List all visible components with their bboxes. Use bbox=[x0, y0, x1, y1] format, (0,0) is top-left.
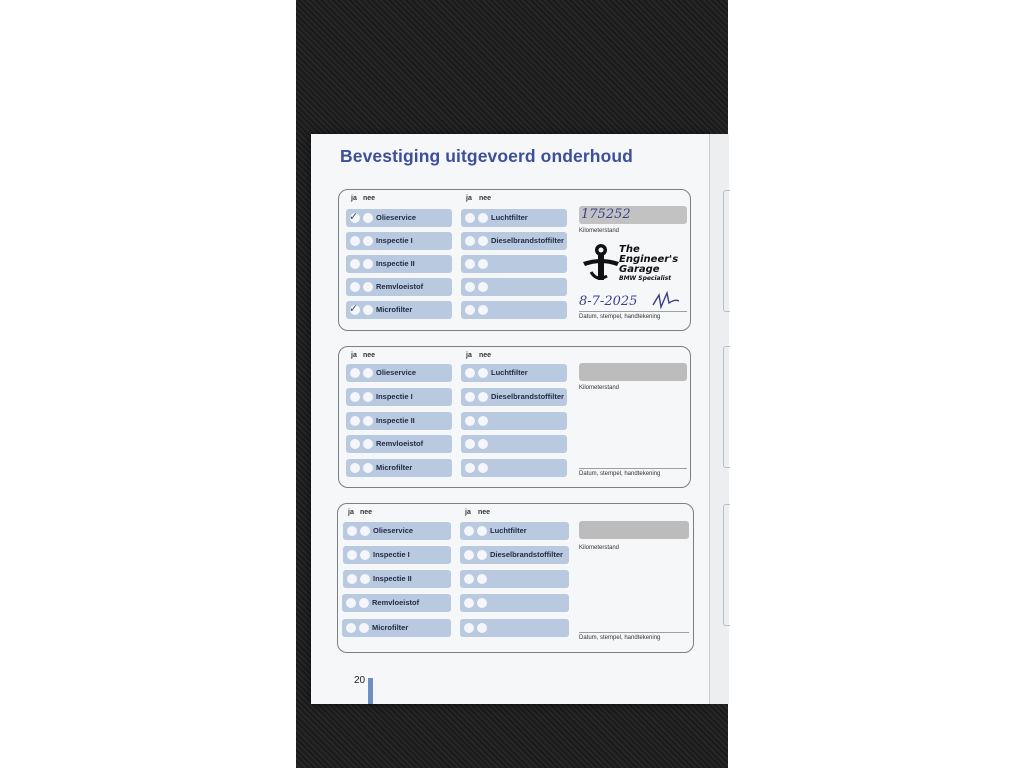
nee-checkbox[interactable] bbox=[478, 259, 488, 269]
row-label: Luchtfilter bbox=[490, 526, 527, 535]
ja-checkbox[interactable] bbox=[465, 416, 475, 426]
row-label: Inspectie I bbox=[373, 550, 410, 559]
row-label: Microfilter bbox=[376, 463, 413, 472]
stamp-line-1: The bbox=[619, 244, 640, 255]
row-label: Inspectie II bbox=[376, 259, 415, 268]
checkmark-icon: ✓ bbox=[349, 303, 359, 315]
kilometerstand-field[interactable] bbox=[579, 206, 687, 224]
row-label: Dieselbrandstoffilter bbox=[491, 236, 564, 245]
ja-checkbox[interactable] bbox=[464, 598, 474, 608]
wrench-logo-icon bbox=[577, 242, 621, 286]
signature-line bbox=[579, 311, 687, 312]
nee-checkbox[interactable] bbox=[478, 282, 488, 292]
row-label: Luchtfilter bbox=[491, 213, 528, 222]
checkbox-row-remvloeistof[interactable] bbox=[346, 435, 452, 453]
page-edge-frame bbox=[723, 504, 730, 626]
checkbox-row-dieselbrandstoffilter[interactable] bbox=[461, 232, 567, 250]
ja-checkbox[interactable] bbox=[350, 368, 360, 378]
ja-checkbox[interactable] bbox=[350, 416, 360, 426]
row-label: Olieservice bbox=[376, 213, 417, 222]
checkbox-row-luchtfilter[interactable] bbox=[461, 209, 567, 227]
nee-checkbox[interactable] bbox=[363, 463, 373, 473]
next-page-edge bbox=[709, 134, 729, 704]
page-title: Bevestiging uitgevoerd onderhoud bbox=[340, 146, 633, 166]
checkbox-row-remvloeistof[interactable] bbox=[342, 594, 451, 612]
page-edge-frame bbox=[723, 190, 730, 312]
kilometerstand-label: Kilometerstand bbox=[579, 545, 620, 551]
nee-checkbox[interactable] bbox=[363, 439, 373, 449]
kilometerstand-label: Kilometerstand bbox=[579, 228, 620, 234]
checkbox-row-empty[interactable] bbox=[461, 255, 567, 273]
ja-checkbox[interactable] bbox=[465, 213, 475, 223]
nee-checkbox[interactable] bbox=[477, 598, 487, 608]
ja-header: ja bbox=[466, 195, 472, 202]
checkbox-row-luchtfilter[interactable] bbox=[461, 364, 567, 382]
ja-checkbox[interactable] bbox=[464, 550, 474, 560]
ja-checkbox[interactable] bbox=[347, 574, 357, 584]
page-number: 20 bbox=[354, 675, 366, 686]
ja-header: ja bbox=[351, 195, 357, 202]
stamp-line-3: Garage bbox=[619, 264, 660, 275]
nee-checkbox[interactable] bbox=[478, 236, 488, 246]
nee-checkbox[interactable] bbox=[359, 598, 369, 608]
page-edge-frame bbox=[723, 346, 730, 468]
nee-checkbox[interactable] bbox=[477, 526, 487, 536]
row-label: Inspectie I bbox=[376, 392, 413, 401]
service-entry-2 bbox=[338, 346, 691, 488]
ja-checkbox[interactable] bbox=[350, 282, 360, 292]
checkbox-row-inspectie-ii[interactable] bbox=[343, 570, 451, 588]
ja-checkbox[interactable] bbox=[350, 392, 360, 402]
nee-checkbox[interactable] bbox=[478, 439, 488, 449]
checkbox-row-microfilter[interactable] bbox=[342, 619, 451, 637]
nee-checkbox[interactable] bbox=[478, 213, 488, 223]
nee-checkbox[interactable] bbox=[477, 550, 487, 560]
checkbox-row-dieselbrandstoffilter[interactable] bbox=[461, 388, 567, 406]
checkbox-row-olieservice[interactable] bbox=[343, 522, 451, 540]
checkbox-row-inspectie-i[interactable] bbox=[343, 546, 451, 564]
nee-checkbox[interactable] bbox=[360, 550, 370, 560]
stamp-line-4: BMW Specialist bbox=[619, 275, 672, 282]
km-handwritten-value: 175252 bbox=[581, 207, 631, 222]
datum-stempel-label: Datum, stempel, handtekening bbox=[579, 314, 661, 320]
row-label: Olieservice bbox=[373, 526, 414, 535]
ja-checkbox[interactable] bbox=[347, 550, 357, 560]
row-label: Dieselbrandstoffilter bbox=[490, 550, 563, 559]
row-label: Microfilter bbox=[376, 305, 413, 314]
checkbox-row-inspectie-ii[interactable] bbox=[346, 412, 452, 430]
row-label: Inspectie II bbox=[373, 574, 412, 583]
nee-checkbox[interactable] bbox=[478, 392, 488, 402]
nee-checkbox[interactable] bbox=[363, 282, 373, 292]
checkbox-row-dieselbrandstoffilter[interactable] bbox=[460, 546, 569, 564]
kilometerstand-field[interactable] bbox=[579, 521, 689, 539]
nee-checkbox[interactable] bbox=[363, 259, 373, 269]
nee-checkbox[interactable] bbox=[363, 416, 373, 426]
nee-checkbox[interactable] bbox=[478, 416, 488, 426]
nee-checkbox[interactable] bbox=[477, 574, 487, 584]
ja-checkbox[interactable] bbox=[350, 259, 360, 269]
row-label: Remvloeistof bbox=[372, 598, 420, 607]
service-entry-1 bbox=[338, 189, 691, 331]
nee-checkbox[interactable] bbox=[363, 392, 373, 402]
ja-checkbox[interactable] bbox=[464, 574, 474, 584]
garage-stamp bbox=[577, 242, 693, 286]
nee-checkbox[interactable] bbox=[363, 236, 373, 246]
ja-header: ja bbox=[351, 352, 357, 359]
stamp-line-2: Engineer's bbox=[619, 254, 679, 265]
ja-checkbox[interactable] bbox=[465, 439, 475, 449]
checkbox-row-inspectie-i[interactable] bbox=[346, 388, 452, 406]
nee-header: nee bbox=[363, 195, 376, 202]
nee-header: nee bbox=[363, 352, 376, 359]
checkbox-row-remvloeistof[interactable] bbox=[346, 278, 452, 296]
nee-checkbox[interactable] bbox=[478, 305, 488, 315]
booklet-page bbox=[311, 134, 709, 704]
nee-checkbox[interactable] bbox=[478, 463, 488, 473]
checkbox-row-empty[interactable] bbox=[460, 619, 569, 637]
datum-stempel-label: Datum, stempel, handtekening bbox=[579, 635, 661, 641]
nee-checkbox[interactable] bbox=[363, 213, 373, 223]
ja-checkbox[interactable] bbox=[464, 526, 474, 536]
ja-header: ja bbox=[348, 509, 354, 516]
checkmark-icon: ✓ bbox=[349, 211, 359, 223]
nee-checkbox[interactable] bbox=[363, 305, 373, 315]
ja-header: ja bbox=[466, 352, 472, 359]
checkbox-row-microfilter[interactable] bbox=[346, 301, 452, 319]
checkbox-row-empty[interactable] bbox=[461, 301, 567, 319]
ja-checkbox[interactable] bbox=[464, 623, 474, 633]
ja-checkbox[interactable] bbox=[465, 236, 475, 246]
row-label: Luchtfilter bbox=[491, 368, 528, 377]
nee-checkbox[interactable] bbox=[363, 368, 373, 378]
ja-header: ja bbox=[465, 509, 471, 516]
signature-line bbox=[579, 632, 689, 633]
page-tab-marker bbox=[368, 678, 373, 704]
signature-line bbox=[579, 468, 687, 469]
nee-checkbox[interactable] bbox=[359, 623, 369, 633]
checkbox-row-empty[interactable] bbox=[461, 278, 567, 296]
ja-checkbox[interactable] bbox=[350, 236, 360, 246]
nee-checkbox[interactable] bbox=[478, 368, 488, 378]
ja-checkbox[interactable] bbox=[465, 305, 475, 315]
checkbox-row-inspectie-ii[interactable] bbox=[346, 255, 452, 273]
nee-header: nee bbox=[360, 509, 373, 516]
kilometerstand-label: Kilometerstand bbox=[579, 385, 620, 391]
nee-checkbox[interactable] bbox=[477, 623, 487, 633]
nee-header: nee bbox=[479, 195, 492, 202]
ja-checkbox[interactable] bbox=[465, 392, 475, 402]
row-label: Remvloeistof bbox=[376, 282, 424, 291]
kilometerstand-field[interactable] bbox=[579, 363, 687, 381]
row-label: Remvloeistof bbox=[376, 439, 424, 448]
checkbox-row-empty[interactable] bbox=[461, 459, 567, 477]
row-label: Olieservice bbox=[376, 368, 417, 377]
ja-checkbox[interactable] bbox=[346, 623, 356, 633]
ja-checkbox[interactable] bbox=[465, 463, 475, 473]
checkbox-row-inspectie-i[interactable] bbox=[346, 232, 452, 250]
checkbox-row-luchtfilter[interactable] bbox=[460, 522, 569, 540]
ja-checkbox[interactable] bbox=[350, 463, 360, 473]
nee-header: nee bbox=[478, 509, 491, 516]
datum-stempel-label: Datum, stempel, handtekening bbox=[579, 471, 661, 477]
ja-checkbox[interactable] bbox=[465, 368, 475, 378]
ja-checkbox[interactable] bbox=[350, 439, 360, 449]
date-handwritten-value: 8-7-2025 bbox=[579, 294, 638, 309]
checkbox-row-microfilter[interactable] bbox=[346, 459, 452, 477]
row-label: Microfilter bbox=[372, 623, 409, 632]
ja-checkbox[interactable] bbox=[346, 598, 356, 608]
nee-checkbox[interactable] bbox=[360, 526, 370, 536]
row-label: Inspectie II bbox=[376, 416, 415, 425]
checkbox-row-olieservice[interactable] bbox=[346, 364, 452, 382]
checkbox-row-empty[interactable] bbox=[461, 435, 567, 453]
checkbox-row-olieservice[interactable] bbox=[346, 209, 452, 227]
checkbox-row-empty[interactable] bbox=[460, 594, 569, 612]
signature-scribble-icon bbox=[651, 291, 681, 311]
checkbox-row-empty[interactable] bbox=[461, 412, 567, 430]
checkbox-row-empty[interactable] bbox=[460, 570, 569, 588]
ja-checkbox[interactable] bbox=[465, 282, 475, 292]
row-label: Dieselbrandstoffilter bbox=[491, 392, 564, 401]
ja-checkbox[interactable] bbox=[347, 526, 357, 536]
ja-checkbox[interactable] bbox=[465, 259, 475, 269]
nee-header: nee bbox=[479, 352, 492, 359]
service-entry-3 bbox=[337, 503, 694, 653]
nee-checkbox[interactable] bbox=[360, 574, 370, 584]
row-label: Inspectie I bbox=[376, 236, 413, 245]
